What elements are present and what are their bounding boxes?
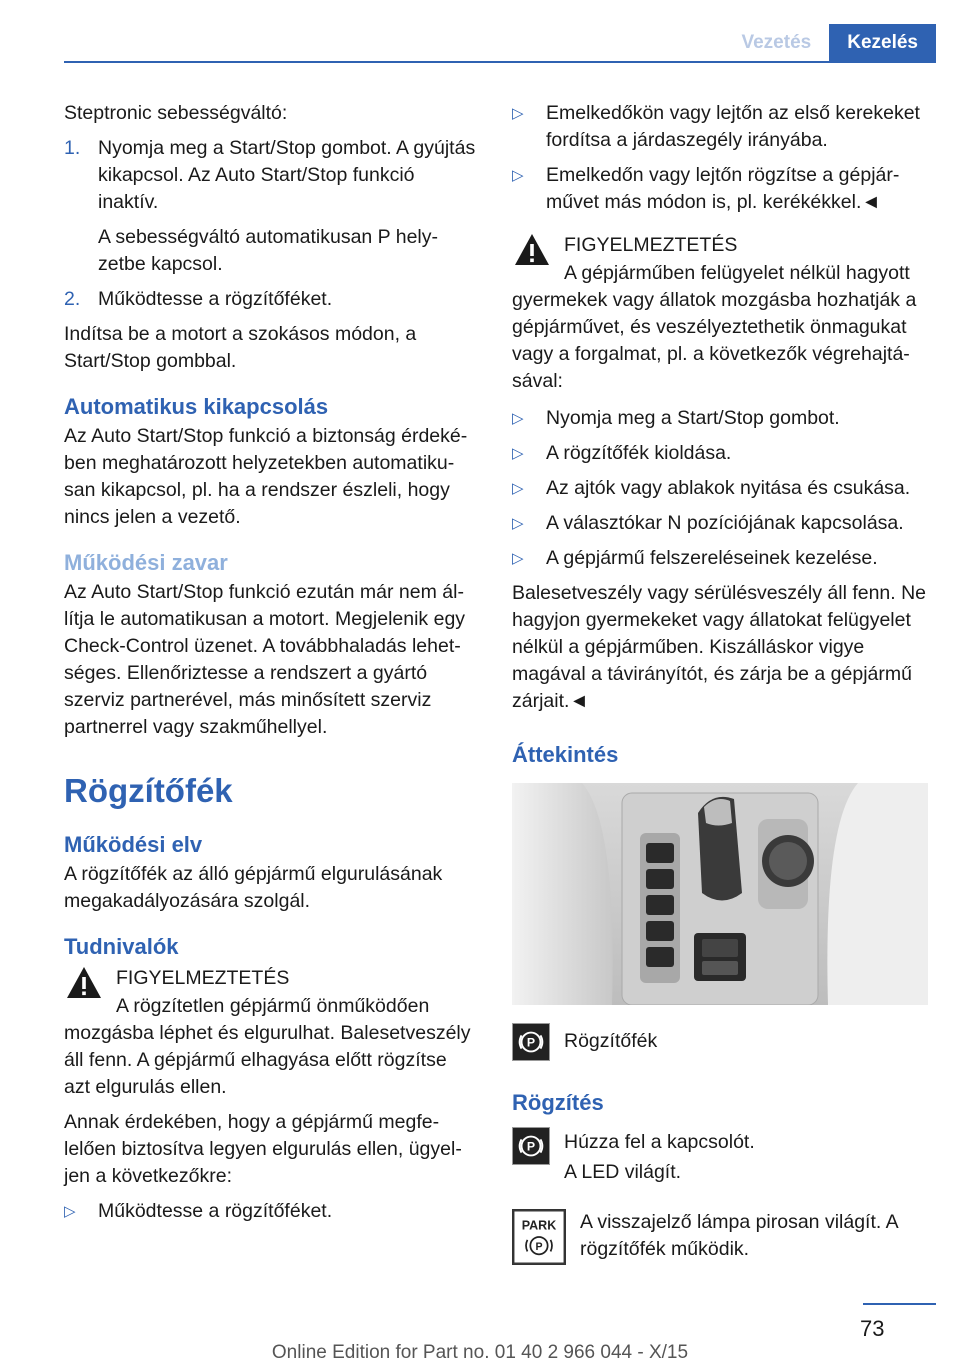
heading-auto-off: Automatikus kikapcsolás bbox=[64, 394, 329, 419]
triangle-bullet-icon: ▷ bbox=[512, 105, 524, 122]
page-number: 73 bbox=[860, 1316, 885, 1341]
heading-malfunction: Működési zavar bbox=[64, 550, 228, 575]
warning-block bbox=[64, 963, 478, 1101]
svg-text:P: P bbox=[535, 1241, 543, 1253]
intro-text: Steptronic sebességváltó: bbox=[64, 102, 288, 124]
step-number: 1. bbox=[64, 137, 81, 159]
warning-rest: gyermekek vagy állatok mozgásba hozhatják a gépjárművet, és veszélyeztethetik önmagukat vagy a forgalmat, pl. a következők végrehajtásával: bbox=[512, 289, 917, 392]
warning-triangle-icon bbox=[512, 230, 552, 270]
footer-edition: Online Edition for Part no. 01 40 2 966 044 - X/15 bbox=[271, 1342, 689, 1363]
restart-text: Indítsa be a motort a szokásos módon, a Start/Stop gombbal. bbox=[64, 323, 417, 372]
secure-list bbox=[64, 1198, 478, 1225]
footer-rule bbox=[863, 1303, 936, 1305]
step-item bbox=[64, 286, 478, 313]
right-column bbox=[512, 100, 928, 1283]
triangle-bullet-icon: ▷ bbox=[512, 480, 524, 497]
tab-vezetes[interactable]: Vezetés bbox=[723, 24, 829, 62]
triangle-bullet-icon: ▷ bbox=[512, 515, 524, 532]
step-text: Nyomja meg a Start/Stop gombot. A gyújtás kikapcsol. Az Auto Start/Stop funkció inaktív. bbox=[98, 137, 476, 213]
list-item bbox=[512, 510, 928, 537]
list-item-text: Nyomja meg a Start/Stop gombot. bbox=[546, 407, 840, 429]
heading-parking-brake: Rögzítőfék bbox=[64, 772, 233, 809]
heading-apply: Rögzítés bbox=[512, 1090, 604, 1115]
warning-triangle-icon bbox=[64, 963, 104, 1003]
warning-list bbox=[512, 405, 928, 572]
heading-info: Tudnivalók bbox=[64, 934, 179, 959]
triangle-bullet-icon: ▷ bbox=[512, 445, 524, 462]
brake-legend-row bbox=[512, 1023, 928, 1065]
header-rule bbox=[64, 61, 936, 63]
list-item bbox=[512, 440, 928, 467]
svg-text:PARK: PARK bbox=[521, 1218, 557, 1233]
warning-block bbox=[512, 230, 928, 395]
parking-brake-switch-icon[interactable] bbox=[512, 1127, 550, 1165]
step-text: Működtesse a rögzítőféket. bbox=[98, 288, 333, 310]
warning-lead: A gépjárműben felügyelet nélkül hagyott bbox=[564, 262, 910, 284]
auto-off-text: Az Auto Start/Stop funkció a biztonság érdekében meghatározott helyzetekben automatikusan kikapcsol, pl. ha a rendszer észleli, hogy nincs jelen a vezető. bbox=[64, 425, 468, 528]
warning-text bbox=[64, 993, 478, 1101]
triangle-bullet-icon: ▷ bbox=[64, 1203, 76, 1220]
step-item bbox=[64, 135, 478, 278]
list-item bbox=[512, 162, 928, 216]
center-console-photo bbox=[512, 783, 928, 1005]
svg-text:P: P bbox=[526, 1035, 536, 1050]
list-item-text: Működtesse a rögzítőféket. bbox=[98, 1200, 333, 1222]
header-tabs bbox=[723, 24, 936, 62]
danger-text: Balesetveszély vagy sérülésveszély áll fenn. Ne hagyjon gyermekeket vagy állatokat felügyelet nélkül a gépjárműben. Kiszálláskor vigye magával a távirányítót, és zárja be a gépjármű zárjait.◄ bbox=[512, 582, 927, 712]
step-number: 2. bbox=[64, 288, 81, 310]
list-item-text: Emelkedőkön vagy lejtőn az első kerekeket fordítsa a járdaszegély irányába. bbox=[546, 102, 920, 151]
list-item bbox=[512, 545, 928, 572]
park-indicator-text: A visszajelző lámpa pirosan világít. A rögzítőfék működik. bbox=[580, 1211, 898, 1260]
park-indicator-icon bbox=[512, 1209, 566, 1265]
list-item-text: A választókar N pozíciójának kapcsolása. bbox=[546, 512, 904, 534]
principle-text: A rögzítőfék az álló gépjármű elgurulásának megakadályozására szolgál. bbox=[64, 863, 443, 912]
triangle-bullet-icon: ▷ bbox=[512, 167, 524, 184]
warning-lead: A rögzítetlen gépjármű önműködően bbox=[116, 995, 430, 1017]
apply-row bbox=[512, 1127, 928, 1187]
park-indicator-row bbox=[512, 1209, 928, 1269]
brake-label: Rögzítőfék bbox=[564, 1030, 658, 1052]
triangle-bullet-icon: ▷ bbox=[512, 550, 524, 567]
list-item-text: A gépjármű felszereléseinek kezelése. bbox=[546, 547, 878, 569]
triangle-bullet-icon: ▷ bbox=[512, 410, 524, 427]
svg-text:P: P bbox=[526, 1139, 536, 1154]
malfunction-text: Az Auto Start/Stop funkció ezután már nem állítja le automatikusan a motort. Megjelenik egy Check-Control üzenet. A továbbhaladás lehetséges. Ellenőriztesse a rendszert a gyártó szerviz partnerével, más minősített szerviz partnerrel vagy szakműhellyel. bbox=[64, 581, 466, 738]
warning-title: FIGYELMEZTETÉS bbox=[116, 967, 290, 989]
list-item bbox=[512, 405, 928, 432]
warning-rest: mozgásba léphet és elgurulhat. Balesetveszély áll fenn. A gépjármű elhagyása előtt rögzítse azt elgurulás ellen. bbox=[64, 1022, 471, 1098]
list-item bbox=[64, 1198, 478, 1225]
heading-overview: Áttekintés bbox=[512, 742, 619, 767]
tab-kezeles[interactable]: Kezelés bbox=[829, 24, 936, 62]
parking-brake-icon bbox=[512, 1023, 550, 1061]
secure-text: Annak érdekében, hogy a gépjármű megfelelően biztosítva legyen elgurulás ellen, ügyeljen a következőkre: bbox=[64, 1111, 462, 1187]
list-item-text: Az ajtók vagy ablakok nyitása és csukása. bbox=[546, 477, 911, 499]
warning-text bbox=[512, 260, 928, 395]
heading-principle: Működési elv bbox=[64, 832, 203, 857]
list-item bbox=[512, 100, 928, 154]
left-column bbox=[64, 100, 478, 1233]
list-item-text: Emelkedőn vagy lejtőn rögzítse a gépjárművet más módon is, pl. kerékékkel.◄ bbox=[546, 164, 900, 213]
step-list bbox=[64, 135, 478, 313]
apply-step-2: A LED világít. bbox=[564, 1161, 682, 1183]
warning-title: FIGYELMEZTETÉS bbox=[564, 234, 738, 256]
list-item-text: A rögzítőfék kioldása. bbox=[546, 442, 732, 464]
apply-step-1: Húzza fel a kapcsolót. bbox=[564, 1131, 755, 1153]
list-item bbox=[512, 475, 928, 502]
step-subtext: A sebességváltó automatikusan P helyzetbe kapcsol. bbox=[98, 226, 439, 275]
secure-list-continued bbox=[512, 100, 928, 216]
